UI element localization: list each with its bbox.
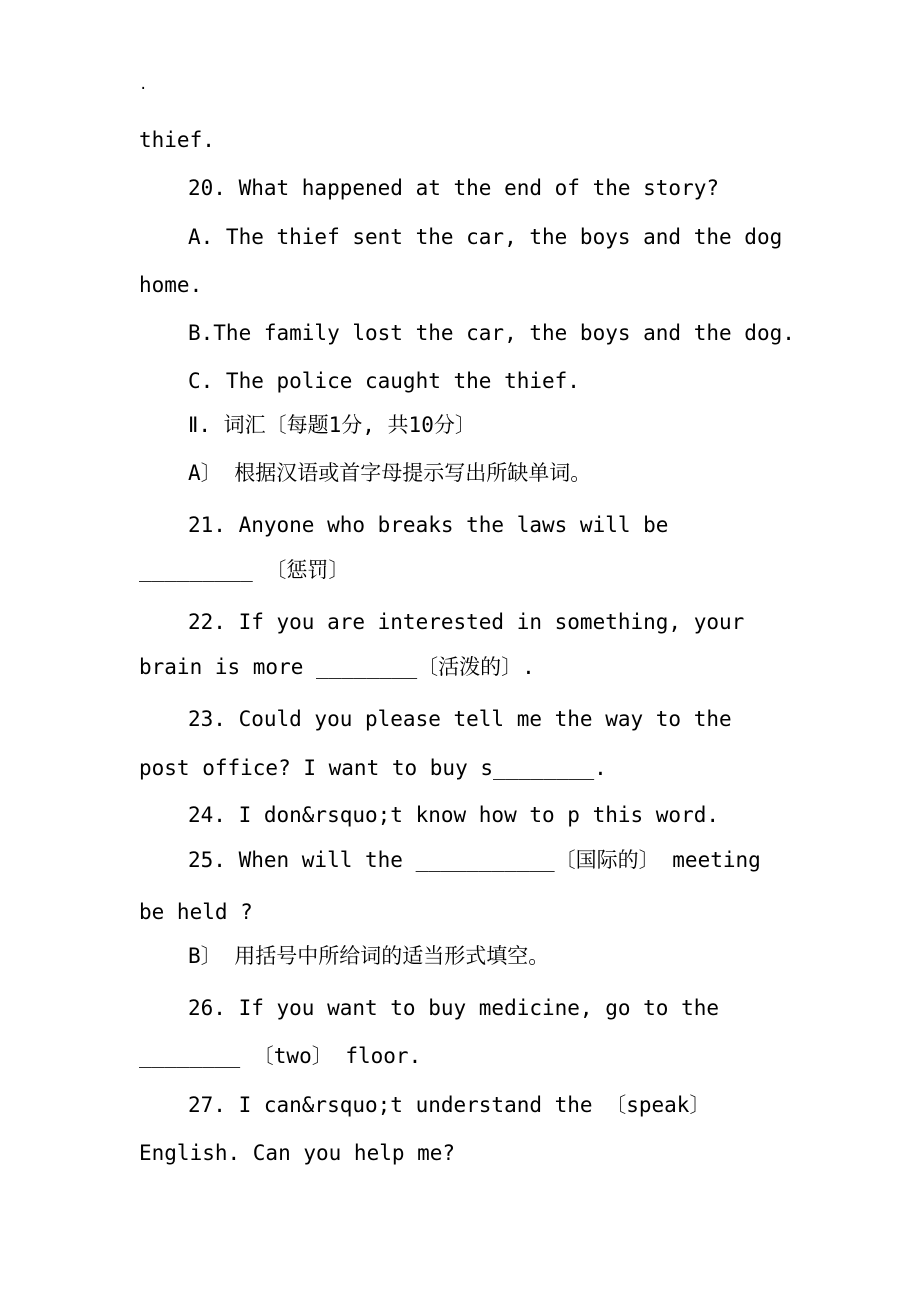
stray-mark: . <box>139 77 148 93</box>
question-26-continued: ________ 〔two〕 floor. <box>139 1044 422 1068</box>
question-21: 21. Anyone who breaks the laws will be <box>188 513 669 537</box>
question-22-continued: brain is more ________〔活泼的〕. <box>139 655 535 679</box>
question-21-blank: _________ 〔惩罚〕 <box>139 558 350 582</box>
question-22: 22. If you are interested in something, your <box>188 610 745 634</box>
text-line-thief: thief. <box>139 128 215 152</box>
question-25-continued: be held ? <box>139 900 253 924</box>
option-20-b: B.The family lost the car, the boys and the dog. <box>188 321 795 345</box>
option-20-a: A. The thief sent the car, the boys and the dog <box>188 225 783 249</box>
option-20-c: C. The police caught the thief. <box>188 369 580 393</box>
section-ii-heading: Ⅱ. 词汇〔每题1分, 共10分〕 <box>188 413 476 437</box>
question-24: 24. I don&rsquo;t know how to p this word. <box>188 803 720 827</box>
question-23: 23. Could you please tell me the way to the <box>188 707 732 731</box>
question-27-continued: English. Can you help me? <box>139 1141 456 1165</box>
question-26: 26. If you want to buy medicine, go to the <box>188 996 720 1020</box>
question-20: 20. What happened at the end of the story? <box>188 176 720 200</box>
part-b-instruction: B〕 用括号中所给词的适当形式填空。 <box>188 944 550 968</box>
question-25: 25. When will the ___________〔国际的〕 meeting <box>188 848 761 872</box>
question-23-continued: post office? I want to buy s________. <box>139 756 607 780</box>
question-27: 27. I can&rsquo;t understand the 〔speak〕 <box>188 1093 711 1117</box>
option-20-a-continued: home. <box>139 273 203 297</box>
part-a-instruction: A〕 根据汉语或首字母提示写出所缺单词。 <box>188 461 592 485</box>
